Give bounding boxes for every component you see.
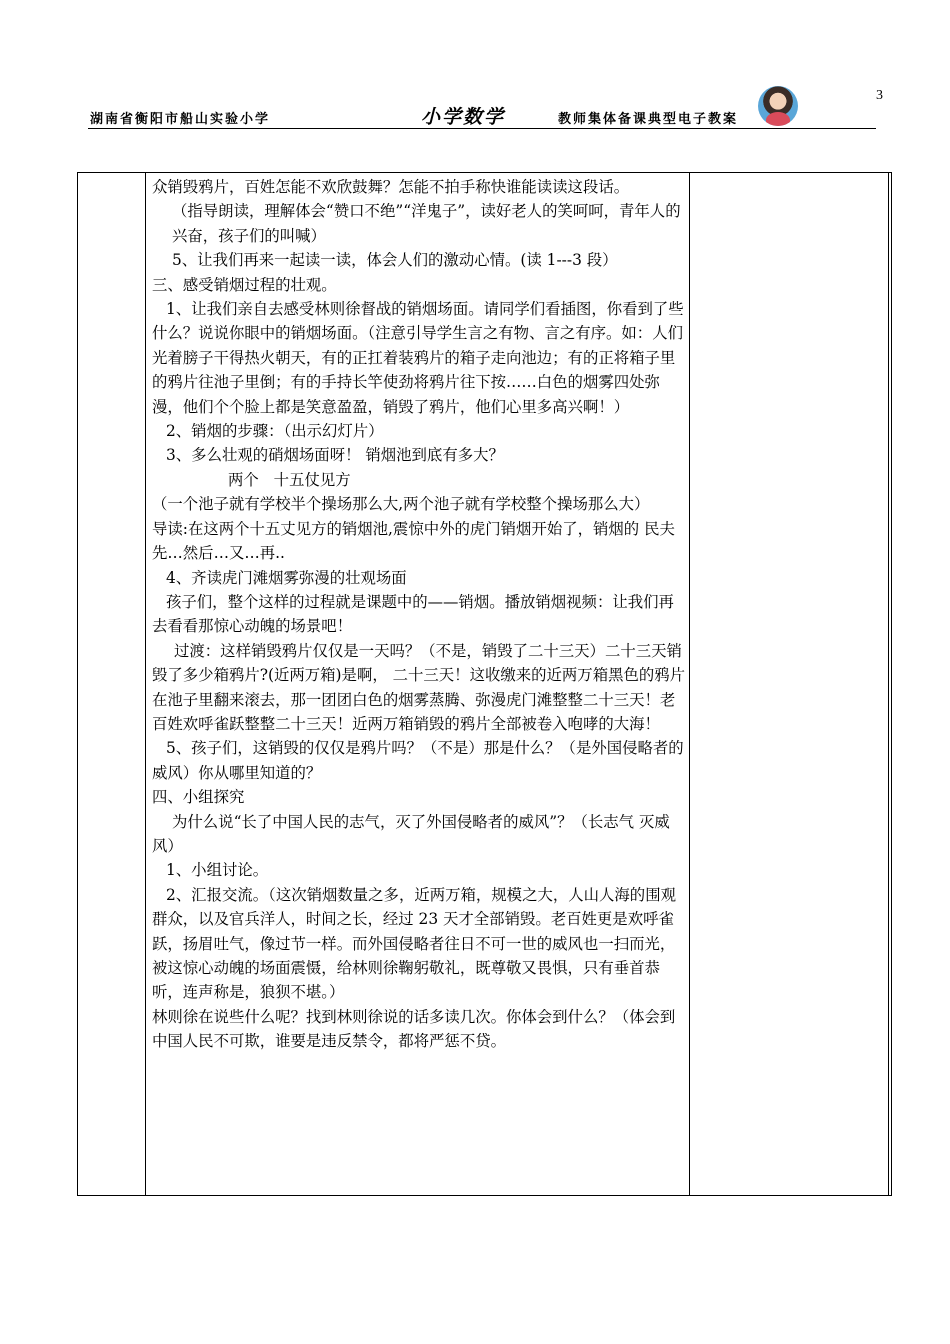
lesson-content <box>152 175 686 1054</box>
school-name: 湖南省衡阳市船山实验小学 <box>90 112 271 127</box>
lesson-table <box>77 172 892 1196</box>
content-paragraph: 5、孩子们，这销毁的仅仅是鸦片吗？（不是）那是什么？（是外国侵略者的威风）你从哪里知道的？ <box>152 739 684 782</box>
content-paragraph: （一个池子就有学校半个操场那么大,两个池子就有学校整个操场那么大） <box>152 495 650 514</box>
table-border-right <box>888 173 889 1195</box>
content-paragraph: 1、小组讨论。 <box>166 861 269 880</box>
content-paragraph: 林则徐在说些什么呢？找到林则徐说的话多读几次。你体会到什么？（体会到中国人民不可欺，谁要是违反禁令，都将严惩不贷。 <box>152 1007 676 1051</box>
content-paragraph: 过渡：这样销毁鸦片仅仅是一天吗？（不是，销毁了二十三天）二十三天销毁了多少箱鸦片?(近两万箱)是啊， 二十三天！这收缴来的近两万箱黑色的鸦片在池子里翻来滚去，那一团团白色的烟雾蒸腾、弥漫虎门滩整整二十三天！老百姓欢呼雀跃整整二十三天！近两万箱销毁的鸦片全部被卷入咆哮的大海！ <box>152 641 686 733</box>
content-paragraph: 5、让我们再来一起读一读，体会人们的激动心情。(读 1---3 段） <box>172 251 618 270</box>
avatar-logo-icon <box>758 86 798 126</box>
column-divider-left <box>145 173 146 1195</box>
content-paragraph: 3、多么壮观的硝烟场面呀！ 销烟池到底有多大？ <box>166 446 504 465</box>
content-paragraph: （指导朗读，理解体会“赞口不绝”“洋鬼子”，读好老人的笑呵呵，青年人的兴奋，孩子们的叫喊） <box>172 202 681 245</box>
content-paragraph: 为什么说“长了中国人民的志气，灭了外国侵略者的威风”？（长志气 灭威风） <box>152 812 670 855</box>
content-paragraph: 导读:在这两个十五丈见方的销烟池,震惊中外的虎门销烟开始了，销烟的 民夫先…然后…又…再.. <box>152 519 675 563</box>
content-paragraph: 三、感受销烟过程的壮观。 <box>152 275 337 294</box>
content-paragraph: 众销毁鸦片，百姓怎能不欢欣鼓舞？怎能不拍手称快谁能读读这段话。 <box>152 178 630 196</box>
page-number: 3 <box>876 88 883 103</box>
column-divider-right <box>689 173 690 1195</box>
content-paragraph: 孩子们，整个这样的过程就是课题中的——销烟。播放销烟视频：让我们再去看看那惊心动魄的场景吧！ <box>152 592 674 636</box>
subject-title: 小学数学 <box>421 106 506 128</box>
content-paragraph: 2、汇报交流。（这次销烟数量之多，近两万箱，规模之大，人山人海的围观群众，以及官兵洋人，时间之长，经过 23 天才全部销毁。老百姓更是欢呼雀跃，扬眉吐气，像过节一样。而外国侵略者往日不可一世的威风也一扫而光，被这惊心动魄的场面震慑，给林则徐鞠躬敬礼，既尊敬又畏惧，只有垂首恭听，连声称是，狼狈不堪。） <box>152 885 676 1002</box>
content-paragraph: 1、让我们亲自去感受林则徐督战的销烟场面。请同学们看插图，你看到了些什么？说说你眼中的销烟场面。（注意引导学生言之有物、言之有序。如：人们光着膀子干得热火朝天，有的正扛着装鸦片的箱子走向池边；有的正将箱子里的鸦片往池子里倒；有的手持长竿使劲将鸦片往下按……白色的烟雾四处弥漫，他们个个脸上都是笑意盈盈，销毁了鸦片，他们心里多高兴啊！） <box>152 300 684 416</box>
content-paragraph: 两个 十五仗见方 <box>228 470 351 489</box>
content-paragraph: 4、齐读虎门滩烟雾弥漫的壮观场面 <box>166 568 407 587</box>
document-header <box>88 98 876 129</box>
header-description: 教师集体备课典型电子教案 <box>558 112 739 127</box>
content-paragraph: 2、销烟的步骤：（出示幻灯片） <box>166 422 384 441</box>
content-paragraph: 四、小组探究 <box>152 788 245 807</box>
